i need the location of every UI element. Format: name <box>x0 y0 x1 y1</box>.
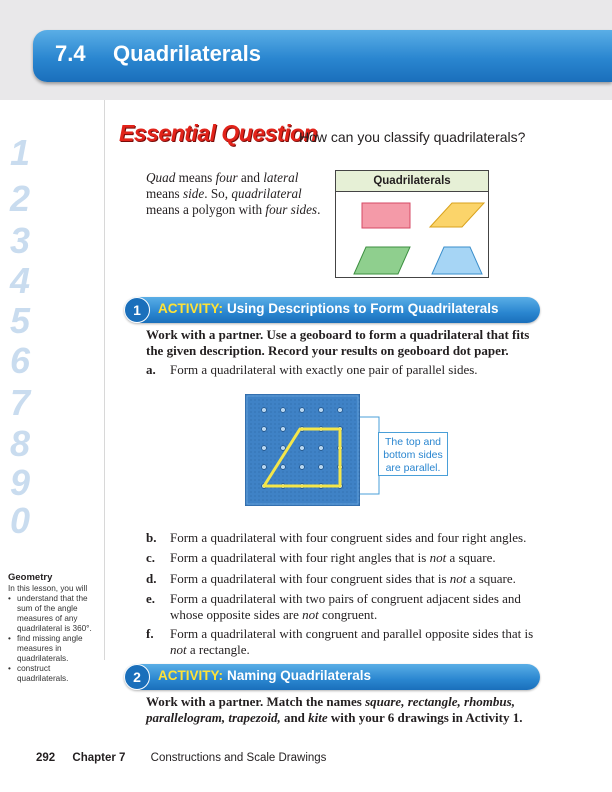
activity-1-bar <box>124 297 540 323</box>
quadrilaterals-figure-title: Quadrilaterals <box>336 171 488 192</box>
side-number: 0 <box>10 500 31 541</box>
activity-1-keyword: ACTIVITY: <box>158 301 223 316</box>
item-text: Form a quadrilateral with exactly one pair of parallel sides. <box>170 362 478 377</box>
geoboard-figure <box>245 394 360 506</box>
quadrilaterals-figure <box>335 170 489 278</box>
activity-1-title: Using Descriptions to Form Quadrilaterals <box>227 301 499 316</box>
essential-question-text: How can you classify quadrilaterals? <box>299 129 526 145</box>
intro-paragraph: Quad means four and lateral means side. So, quadrilateral means a polygon with four sides. <box>146 170 321 217</box>
decorative-side-numbers <box>0 100 62 540</box>
footer-chapter: Chapter 7 <box>72 752 126 764</box>
side-number: 3 <box>10 220 31 261</box>
sidebar-intro: In this lesson, you will <box>8 584 88 593</box>
sidebar-bullet: • understand that the sum of the angle measures of any quadrilateral is 360°. <box>8 594 100 634</box>
item-text: Form a quadrilateral with two pairs of congruent adjacent sides and whose opposite sides are not congruent. <box>170 591 521 622</box>
trapezoid-shape <box>432 247 482 274</box>
footer-chapter-title: Constructions and Scale Drawings <box>150 752 327 764</box>
activity-2-instructions: Work with a partner. Match the names square, rectangle, rhombus, parallelogram, trapezoid, and kite with your 6 drawings in Activity 1. <box>146 694 523 725</box>
side-number: 6 <box>10 340 31 381</box>
side-number: 5 <box>10 300 31 341</box>
item-label: f. <box>146 626 154 641</box>
item-label: e. <box>146 591 156 606</box>
activity-1-number: 1 <box>124 297 150 323</box>
side-number: 9 <box>10 462 31 503</box>
parallelogram-shape <box>354 247 410 274</box>
column-divider <box>104 100 105 660</box>
essential-question-label: Essential Question <box>119 120 318 146</box>
rhombus-shape <box>430 203 484 227</box>
activity-2-keyword: ACTIVITY: <box>158 668 223 683</box>
item-label: c. <box>146 550 156 565</box>
rectangle-shape <box>362 203 410 228</box>
item-text: Form a quadrilateral with four congruent sides that is not a square. <box>170 571 516 586</box>
page-number: 292 <box>36 752 56 764</box>
section-number: 7.4 <box>55 41 86 66</box>
item-text: Form a quadrilateral with four congruent sides and four right angles. <box>170 530 527 545</box>
sidebar-bullet: • construct quadrilaterals. <box>8 664 100 684</box>
section-title-bar <box>33 30 612 82</box>
item-label: d. <box>146 571 157 586</box>
item-text: Form a quadrilateral with congruent and parallel opposite sides that is not a rectangle. <box>170 626 534 657</box>
side-number: 8 <box>10 423 31 464</box>
side-number: 2 <box>10 178 31 219</box>
sidebar-heading: Geometry <box>8 572 53 583</box>
quadrilateral-shapes <box>336 192 488 277</box>
section-title: Quadrilaterals <box>113 41 261 66</box>
activity-2-number: 2 <box>124 664 150 690</box>
item-text: Form a quadrilateral with four right angles that is not a square. <box>170 550 496 565</box>
page-footer <box>36 752 326 764</box>
header-band <box>0 0 612 100</box>
sidebar-bullet: • find missing angle measures in quadrilaterals. <box>8 634 100 664</box>
side-number: 7 <box>10 382 31 423</box>
parallel-sides-callout: The top and bottom sides are parallel. <box>378 432 448 476</box>
item-label: b. <box>146 530 157 545</box>
item-label: a. <box>146 362 156 377</box>
activity-1-instructions: Work with a partner. Use a geoboard to form a quadrilateral that fits the given description. Record your results on geoboard dot paper. <box>146 327 530 358</box>
side-number: 1 <box>10 132 31 173</box>
geometry-sidebar <box>8 573 100 684</box>
activity-2-title: Naming Quadrilaterals <box>227 668 372 683</box>
activity-2-bar <box>124 664 540 690</box>
side-number: 4 <box>10 260 31 301</box>
sidebar-list <box>8 594 100 684</box>
